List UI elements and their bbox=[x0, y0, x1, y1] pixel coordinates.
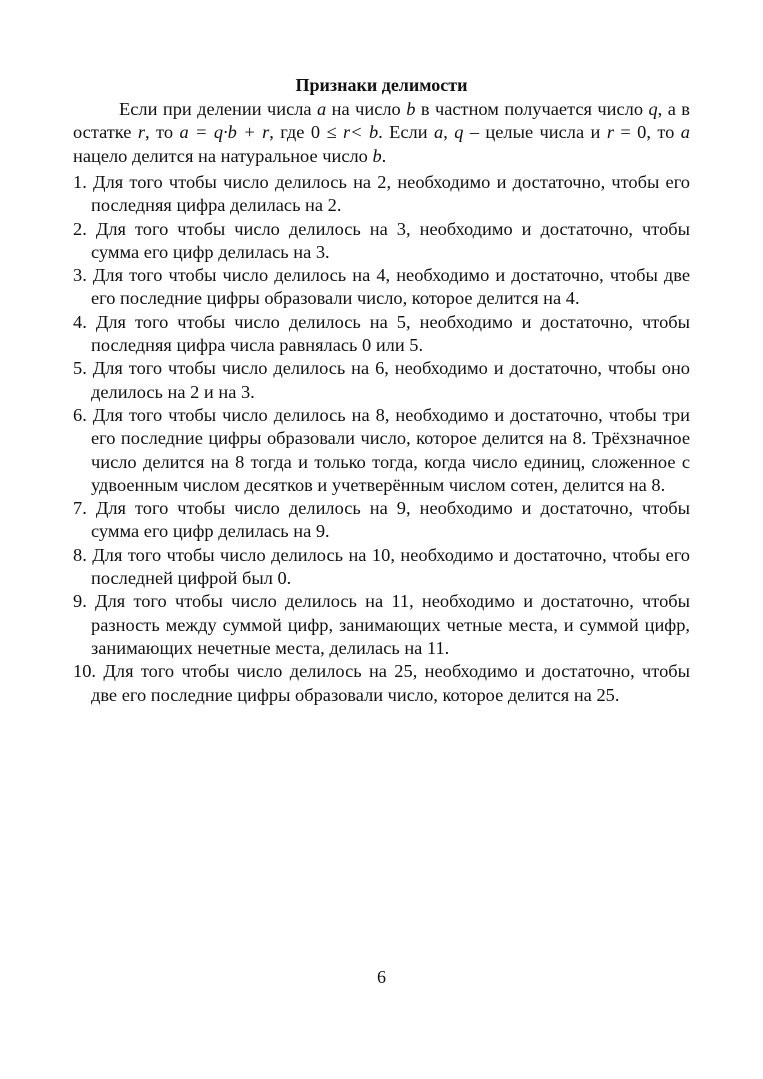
intro-text: – целые числа и bbox=[463, 122, 607, 143]
intro-text: на число bbox=[326, 99, 407, 119]
criterion-text: Для того чтобы число делилось на 9, необходимо и достаточно, чтобы сумма его цифр делилась на 9. bbox=[91, 498, 690, 542]
criterion-item bbox=[73, 357, 690, 404]
criterion-text: Для того чтобы число делилось на 6, необходимо и достаточно, чтобы оно делилось на 2 и на 3. bbox=[91, 358, 690, 402]
remainder-inequality: ≤ r< b bbox=[326, 122, 379, 143]
criterion-item bbox=[73, 264, 690, 311]
var-a: a bbox=[680, 122, 690, 143]
criterion-item bbox=[73, 660, 690, 707]
var-q: q bbox=[648, 99, 658, 119]
criterion-text: Для того чтобы число делилось на 3, необходимо и достаточно, чтобы сумма его цифр делилась на 3. bbox=[91, 218, 690, 262]
criterion-item bbox=[73, 590, 690, 660]
criterion-number: 10. bbox=[73, 661, 96, 682]
criterion-text: Для того чтобы число делилось на 5, необходимо и достаточно, чтобы последняя цифра числа равнялась 0 или 5. bbox=[91, 311, 690, 356]
criterion-number: 8. bbox=[73, 544, 87, 565]
criterion-text: Для того чтобы число делилось на 8, необходимо и достаточно, чтобы три его последние цифры образовали число, которое делится на 8. Трёхзначное число делится на 8 тогда и только тогда, когда число единиц, сложенное с удвоенным числом десятков и учетверённым числом сотен, делится на 8. bbox=[91, 404, 690, 495]
criterion-number: 2. bbox=[73, 218, 87, 239]
criterion-item bbox=[73, 311, 690, 358]
var-b: b bbox=[406, 99, 416, 119]
intro-text: , bbox=[443, 122, 455, 143]
intro-text: Если при делении числа bbox=[119, 99, 318, 119]
criterion-number: 4. bbox=[73, 311, 87, 332]
page-title: Признаки делимости bbox=[295, 75, 468, 95]
criterion-text: Для того чтобы число делилось на 10, необходимо и достаточно, чтобы его последней цифрой был 0. bbox=[91, 544, 690, 589]
intro-text: , где 0 bbox=[269, 122, 327, 143]
criterion-text: Для того чтобы число делилось на 25, необходимо и достаточно, чтобы две его последние цифры образовали число, которое делится на 25. bbox=[91, 661, 690, 705]
intro-text: . Если bbox=[378, 122, 434, 143]
var-q: q bbox=[454, 122, 464, 143]
criterion-item bbox=[73, 171, 690, 218]
criterion-item bbox=[73, 544, 690, 591]
division-formula: a = q·b + r bbox=[179, 122, 270, 143]
var-r: r bbox=[606, 122, 614, 143]
criterion-item bbox=[73, 404, 690, 497]
criterion-text: Для того чтобы число делилось на 2, необходимо и достаточно, чтобы его последняя цифра делилась на 2. bbox=[91, 172, 691, 216]
criterion-number: 5. bbox=[73, 358, 87, 379]
criterion-text: Для того чтобы число делилось на 11, необходимо и достаточно, чтобы разность между суммой цифр, занимающих четные места, и суммой цифр, занимающих нечетные места, делилась на 11. bbox=[91, 591, 690, 658]
intro-text: , а в остатке bbox=[73, 99, 690, 143]
var-a: a bbox=[433, 122, 444, 143]
intro-text: нацело делится на натуральное число bbox=[73, 145, 373, 166]
var-a: a bbox=[317, 99, 327, 119]
criterion-item bbox=[73, 497, 690, 544]
criterion-item bbox=[73, 218, 690, 265]
page-number: 6 bbox=[377, 967, 386, 987]
criterion-number: 7. bbox=[73, 498, 87, 519]
intro-text: . bbox=[381, 145, 387, 166]
divisibility-criteria-list bbox=[73, 171, 690, 707]
intro-text: в частном получается число bbox=[415, 99, 649, 119]
criterion-number: 6. bbox=[73, 404, 87, 425]
intro-paragraph bbox=[73, 98, 690, 168]
intro-text: = 0, то bbox=[613, 122, 681, 143]
criterion-number: 3. bbox=[73, 265, 87, 286]
criterion-text: Для того чтобы число делилось на 4, необходимо и достаточно, чтобы две его последние цифры образовали число, которое делится на 4. bbox=[91, 265, 690, 309]
criterion-number: 1. bbox=[73, 172, 87, 192]
var-r: r bbox=[137, 122, 146, 143]
criterion-number: 9. bbox=[73, 591, 87, 612]
intro-text: , то bbox=[145, 122, 180, 143]
var-b: b bbox=[372, 145, 382, 166]
